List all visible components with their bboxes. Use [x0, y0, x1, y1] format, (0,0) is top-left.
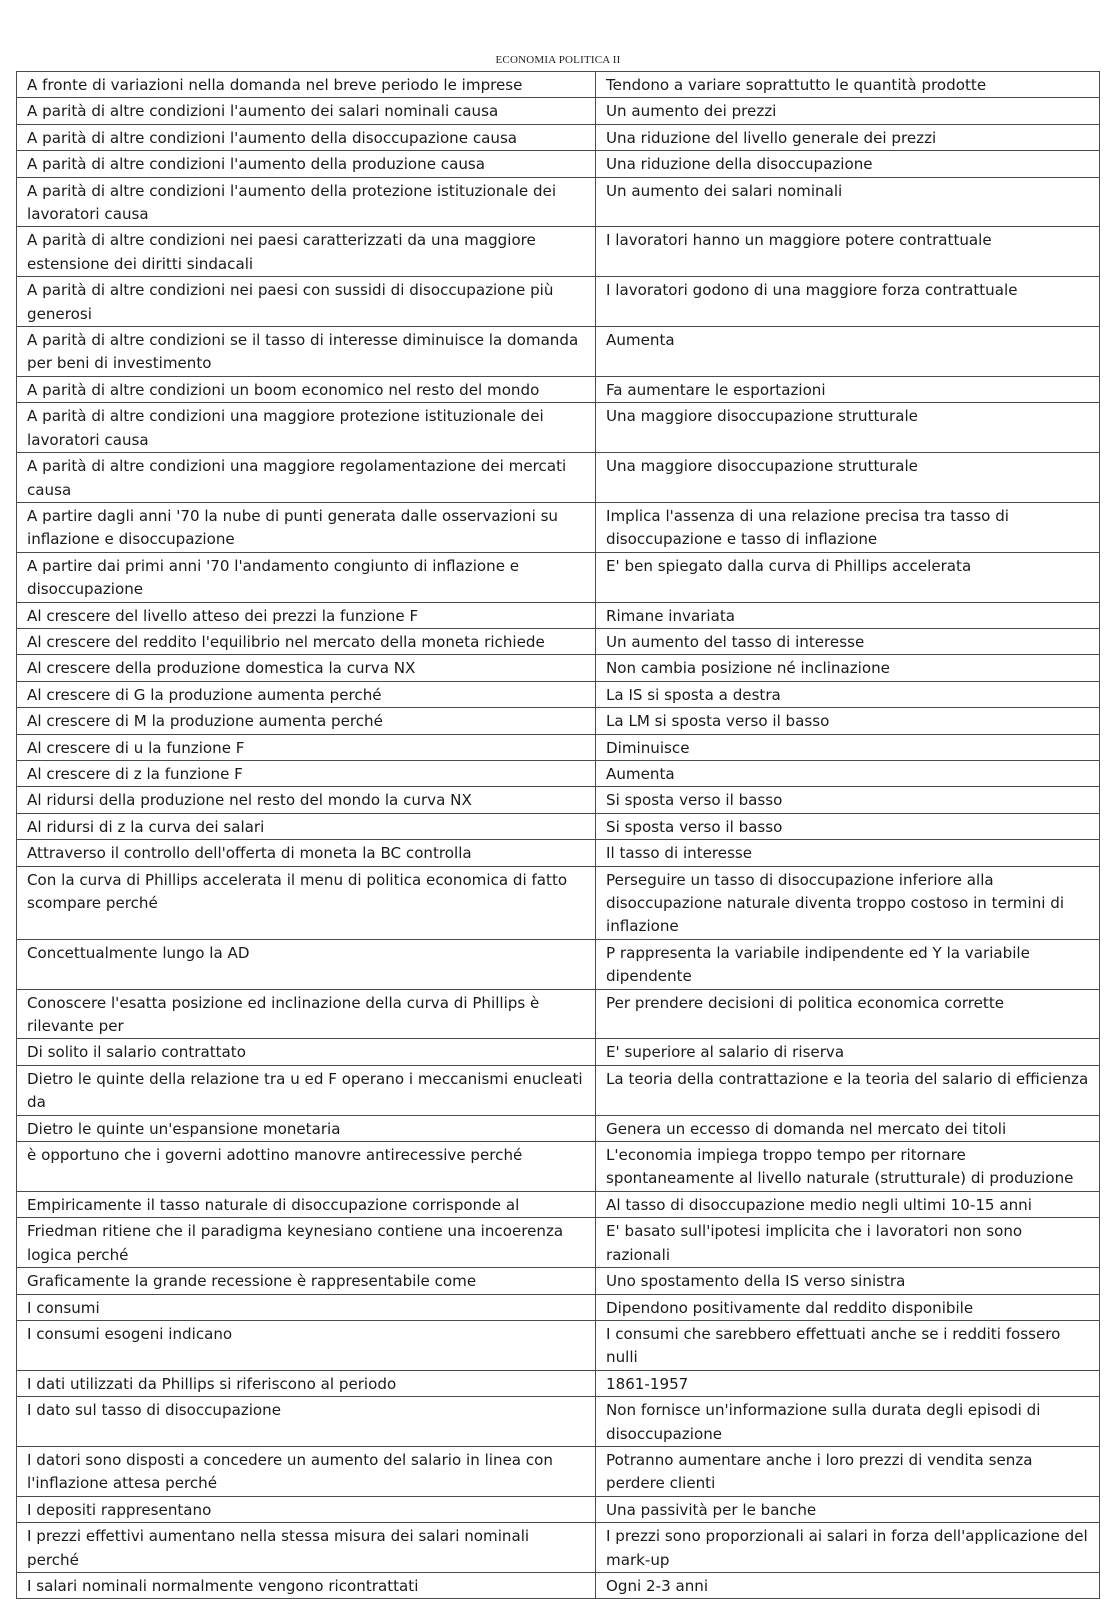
answer-cell: Uno spostamento della IS verso sinistra: [596, 1268, 1100, 1294]
question-cell: A partire dai primi anni '70 l'andamento congiunto di inflazione e disoccupazione: [17, 552, 596, 602]
table-row: [17, 1218, 1100, 1268]
table-row: [17, 840, 1100, 866]
table-row: [17, 602, 1100, 628]
table-row: [17, 453, 1100, 503]
answer-cell: Aumenta: [596, 760, 1100, 786]
question-cell: Dietro le quinte della relazione tra u ed F operano i meccanismi enucleati da: [17, 1065, 596, 1115]
question-cell: A partire dagli anni '70 la nube di punti generata dalle osservazioni su inflazione e disoccupazione: [17, 502, 596, 552]
table-row: [17, 708, 1100, 734]
table-row: [17, 760, 1100, 786]
question-cell: Attraverso il controllo dell'offerta di moneta la BC controlla: [17, 840, 596, 866]
table-row: [17, 376, 1100, 402]
answer-cell: Ogni 2-3 anni: [596, 1572, 1100, 1598]
table-row: [17, 734, 1100, 760]
question-cell: A parità di altre condizioni un boom economico nel resto del mondo: [17, 376, 596, 402]
answer-cell: Tendono a variare soprattutto le quantità prodotte: [596, 72, 1100, 98]
question-cell: Al ridursi della produzione nel resto del mondo la curva NX: [17, 787, 596, 813]
question-cell: A parità di altre condizioni una maggiore protezione istituzionale dei lavoratori causa: [17, 403, 596, 453]
question-cell: I prezzi effettivi aumentano nella stessa misura dei salari nominali perché: [17, 1523, 596, 1573]
question-cell: Al crescere del reddito l'equilibrio nel mercato della moneta richiede: [17, 628, 596, 654]
answer-cell: I prezzi sono proporzionali ai salari in forza dell'applicazione del mark-up: [596, 1523, 1100, 1573]
answer-cell: Potranno aumentare anche i loro prezzi di vendita senza perdere clienti: [596, 1446, 1100, 1496]
question-cell: I consumi: [17, 1294, 596, 1320]
table-row: [17, 1370, 1100, 1396]
table-row: [17, 628, 1100, 654]
table-row: [17, 1446, 1100, 1496]
table-row: [17, 227, 1100, 277]
table-row: [17, 787, 1100, 813]
question-cell: I dati utilizzati da Phillips si riferiscono al periodo: [17, 1370, 596, 1396]
question-cell: è opportuno che i governi adottino manovre antirecessive perché: [17, 1142, 596, 1192]
answer-cell: Un aumento dei prezzi: [596, 98, 1100, 124]
answer-cell: Una maggiore disoccupazione strutturale: [596, 403, 1100, 453]
question-cell: Al ridursi di z la curva dei salari: [17, 813, 596, 839]
answer-cell: 1861-1957: [596, 1370, 1100, 1396]
table-row: [17, 327, 1100, 377]
table-row: [17, 1115, 1100, 1141]
question-cell: A parità di altre condizioni una maggiore regolamentazione dei mercati causa: [17, 453, 596, 503]
answer-cell: I consumi che sarebbero effettuati anche se i redditi fossero nulli: [596, 1320, 1100, 1370]
question-cell: Graficamente la grande recessione è rappresentabile come: [17, 1268, 596, 1294]
qa-table-body: [17, 72, 1100, 1599]
answer-cell: Dipendono positivamente dal reddito disponibile: [596, 1294, 1100, 1320]
answer-cell: I lavoratori hanno un maggiore potere contrattuale: [596, 227, 1100, 277]
question-cell: A parità di altre condizioni l'aumento della disoccupazione causa: [17, 124, 596, 150]
answer-cell: Non cambia posizione né inclinazione: [596, 655, 1100, 681]
table-row: [17, 177, 1100, 227]
answer-cell: Fa aumentare le esportazioni: [596, 376, 1100, 402]
answer-cell: La teoria della contrattazione e la teoria del salario di efficienza: [596, 1065, 1100, 1115]
question-cell: I depositi rappresentano: [17, 1496, 596, 1522]
question-cell: Con la curva di Phillips accelerata il menu di politica economica di fatto scompare perché: [17, 866, 596, 939]
answer-cell: E' ben spiegato dalla curva di Phillips accelerata: [596, 552, 1100, 602]
table-row: [17, 1572, 1100, 1598]
answer-cell: Una riduzione del livello generale dei prezzi: [596, 124, 1100, 150]
question-cell: Empiricamente il tasso naturale di disoccupazione corrisponde al: [17, 1191, 596, 1217]
page-header: ECONOMIA POLITICA II: [495, 54, 621, 66]
table-row: [17, 151, 1100, 177]
answer-cell: Una riduzione della disoccupazione: [596, 151, 1100, 177]
question-cell: A parità di altre condizioni nei paesi caratterizzati da una maggiore estensione dei diritti sindacali: [17, 227, 596, 277]
table-row: [17, 1142, 1100, 1192]
question-cell: Friedman ritiene che il paradigma keynesiano contiene una incoerenza logica perché: [17, 1218, 596, 1268]
answer-cell: Aumenta: [596, 327, 1100, 377]
answer-cell: P rappresenta la variabile indipendente ed Y la variabile dipendente: [596, 939, 1100, 989]
question-cell: Di solito il salario contrattato: [17, 1039, 596, 1065]
answer-cell: Un aumento dei salari nominali: [596, 177, 1100, 227]
question-cell: A parità di altre condizioni se il tasso di interesse diminuisce la domanda per beni di investimento: [17, 327, 596, 377]
table-row: [17, 1065, 1100, 1115]
table-row: [17, 72, 1100, 98]
table-row: [17, 1320, 1100, 1370]
question-cell: Al crescere di u la funzione F: [17, 734, 596, 760]
question-cell: Al crescere della produzione domestica la curva NX: [17, 655, 596, 681]
answer-cell: Un aumento del tasso di interesse: [596, 628, 1100, 654]
table-row: [17, 989, 1100, 1039]
question-cell: A fronte di variazioni nella domanda nel breve periodo le imprese: [17, 72, 596, 98]
table-row: [17, 1523, 1100, 1573]
table-row: [17, 1268, 1100, 1294]
answer-cell: Genera un eccesso di domanda nel mercato dei titoli: [596, 1115, 1100, 1141]
question-cell: Dietro le quinte un'espansione monetaria: [17, 1115, 596, 1141]
answer-cell: Rimane invariata: [596, 602, 1100, 628]
answer-cell: Per prendere decisioni di politica economica corrette: [596, 989, 1100, 1039]
answer-cell: Si sposta verso il basso: [596, 813, 1100, 839]
answer-cell: Non fornisce un'informazione sulla durata degli episodi di disoccupazione: [596, 1397, 1100, 1447]
question-cell: A parità di altre condizioni nei paesi con sussidi di disoccupazione più generosi: [17, 277, 596, 327]
table-row: [17, 813, 1100, 839]
question-cell: Concettualmente lungo la AD: [17, 939, 596, 989]
answer-cell: Al tasso di disoccupazione medio negli ultimi 10-15 anni: [596, 1191, 1100, 1217]
question-cell: A parità di altre condizioni l'aumento della protezione istituzionale dei lavoratori causa: [17, 177, 596, 227]
question-cell: Al crescere di G la produzione aumenta perché: [17, 681, 596, 707]
answer-cell: Implica l'assenza di una relazione precisa tra tasso di disoccupazione e tasso di inflazione: [596, 502, 1100, 552]
table-row: [17, 1496, 1100, 1522]
table-row: [17, 866, 1100, 939]
question-cell: Al crescere di M la produzione aumenta perché: [17, 708, 596, 734]
table-row: [17, 1397, 1100, 1447]
question-cell: I dato sul tasso di disoccupazione: [17, 1397, 596, 1447]
question-cell: Al crescere del livello atteso dei prezzi la funzione F: [17, 602, 596, 628]
table-row: [17, 939, 1100, 989]
table-row: [17, 277, 1100, 327]
table-row: [17, 1191, 1100, 1217]
answer-cell: Diminuisce: [596, 734, 1100, 760]
answer-cell: Si sposta verso il basso: [596, 787, 1100, 813]
answer-cell: E' basato sull'ipotesi implicita che i lavoratori non sono razionali: [596, 1218, 1100, 1268]
table-row: [17, 552, 1100, 602]
table-row: [17, 1294, 1100, 1320]
answer-cell: Una passività per le banche: [596, 1496, 1100, 1522]
table-row: [17, 403, 1100, 453]
table-row: [17, 98, 1100, 124]
question-cell: I consumi esogeni indicano: [17, 1320, 596, 1370]
question-cell: A parità di altre condizioni l'aumento della produzione causa: [17, 151, 596, 177]
table-row: [17, 502, 1100, 552]
table-row: [17, 124, 1100, 150]
answer-cell: La IS si sposta a destra: [596, 681, 1100, 707]
answer-cell: Perseguire un tasso di disoccupazione inferiore alla disoccupazione naturale diventa troppo costoso in termini di inflazione: [596, 866, 1100, 939]
question-cell: A parità di altre condizioni l'aumento dei salari nominali causa: [17, 98, 596, 124]
question-cell: Conoscere l'esatta posizione ed inclinazione della curva di Phillips è rilevante per: [17, 989, 596, 1039]
question-cell: Al crescere di z la funzione F: [17, 760, 596, 786]
answer-cell: La LM si sposta verso il basso: [596, 708, 1100, 734]
answer-cell: Una maggiore disoccupazione strutturale: [596, 453, 1100, 503]
answer-cell: I lavoratori godono di una maggiore forza contrattuale: [596, 277, 1100, 327]
question-cell: I salari nominali normalmente vengono ricontrattati: [17, 1572, 596, 1598]
table-row: [17, 655, 1100, 681]
table-row: [17, 1039, 1100, 1065]
answer-cell: E' superiore al salario di riserva: [596, 1039, 1100, 1065]
answer-cell: L'economia impiega troppo tempo per ritornare spontaneamente al livello naturale (strutturale) di produzione: [596, 1142, 1100, 1192]
question-cell: I datori sono disposti a concedere un aumento del salario in linea con l'inflazione attesa perché: [17, 1446, 596, 1496]
qa-table: [16, 71, 1100, 1599]
table-row: [17, 681, 1100, 707]
answer-cell: Il tasso di interesse: [596, 840, 1100, 866]
